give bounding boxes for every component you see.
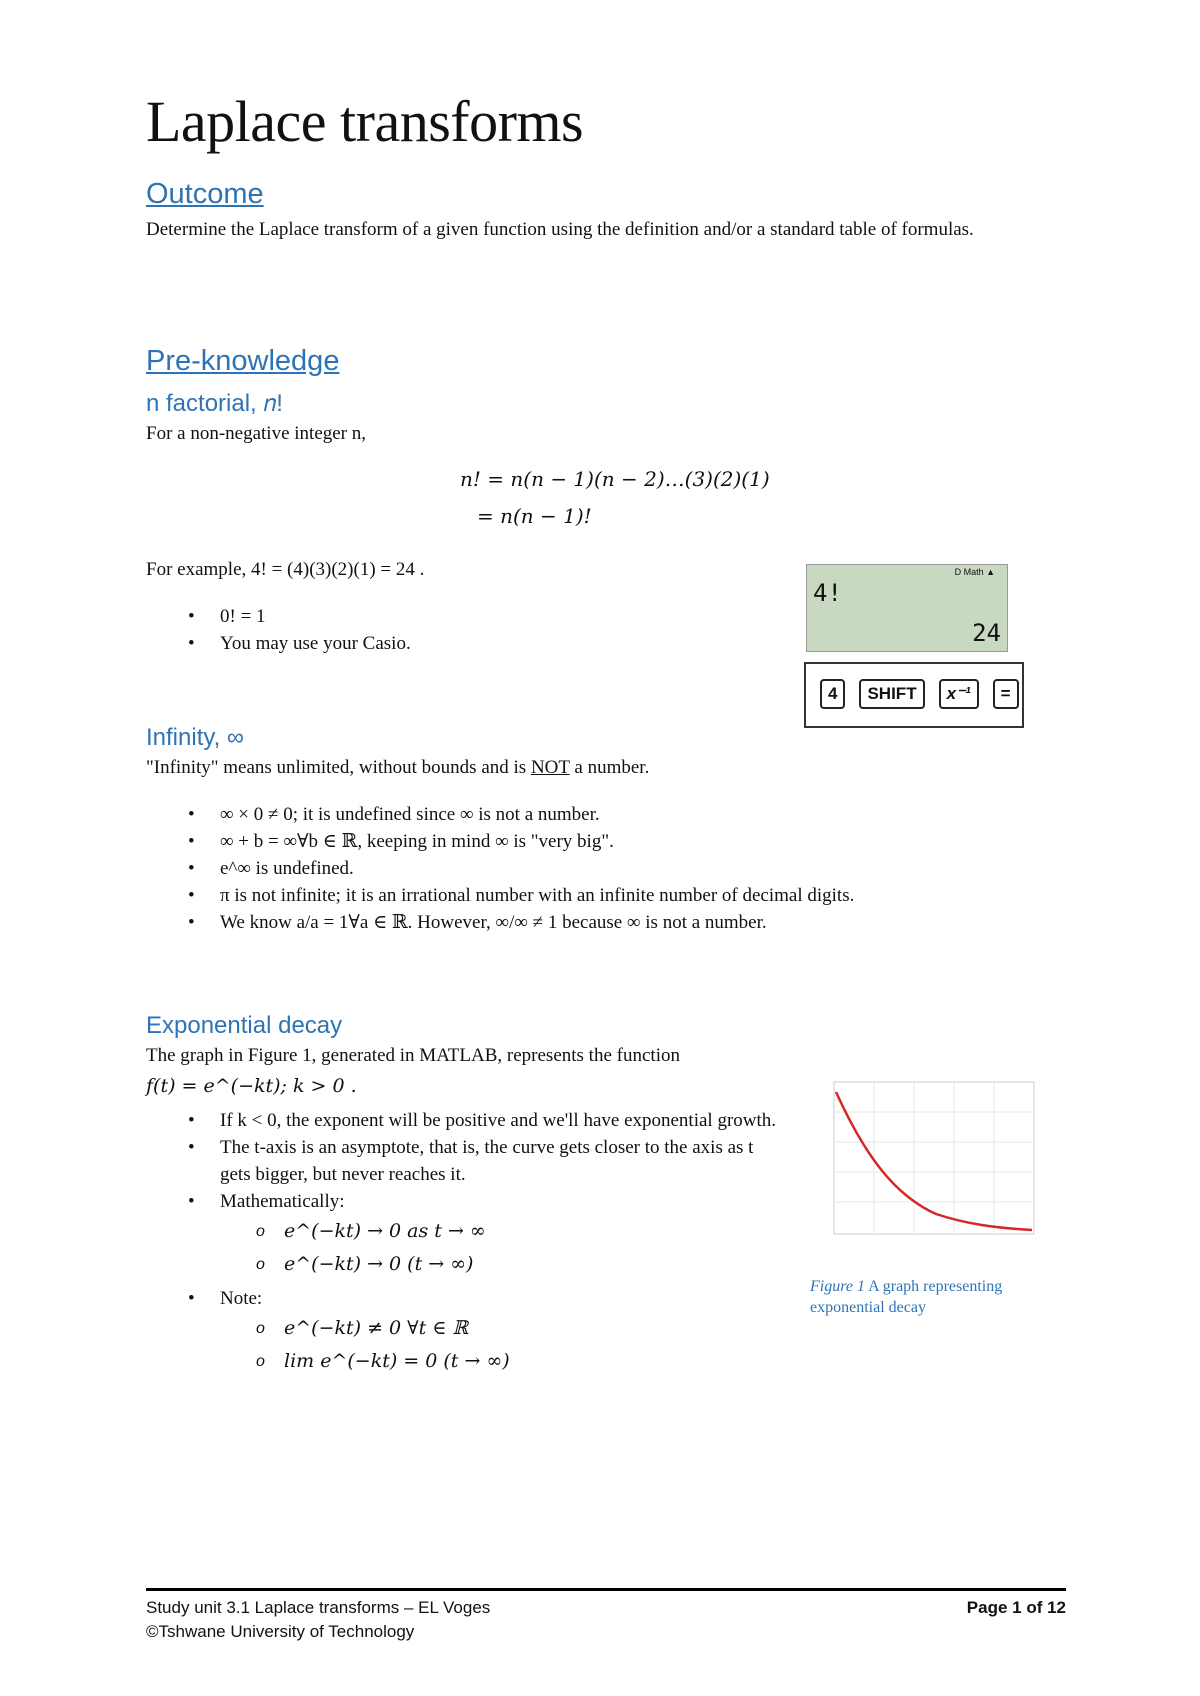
list-item: o e^(−kt) → 0 (t → ∞): [146, 1248, 786, 1281]
list-item: • 0! = 1: [146, 603, 746, 630]
list-item: • Mathematically:: [146, 1188, 786, 1215]
decay-intro-2: f(t) = e^(−kt); k > 0 .: [146, 1075, 357, 1097]
factorial-intro: For a non-negative integer n,: [146, 423, 367, 444]
outcome-heading: Outcome: [146, 178, 264, 210]
factorial-bullets: [146, 603, 746, 657]
factorial-example: For example, 4! = (4)(3)(2)(1) = 24 .: [146, 559, 425, 580]
key-4: 4: [820, 679, 845, 709]
footer-page-number: Page 1 of 12: [966, 1598, 1066, 1617]
infinity-intro-not: NOT: [530, 757, 570, 778]
list-item: • π is not infinite; it is an irrational number with an infinite number of decimal digits.: [146, 882, 1046, 909]
calculator-status: D Math ▲: [954, 567, 995, 577]
calculator-screen: [806, 564, 1008, 652]
list-item: • ∞ × 0 ≠ 0; it is undefined since ∞ is not a number.: [146, 801, 1046, 828]
decay-intro-1: The graph in Figure 1, generated in MATLAB, represents the function: [146, 1045, 680, 1066]
decay-heading: Exponential decay: [146, 1012, 343, 1039]
preknowledge-heading: Pre-knowledge: [146, 345, 340, 377]
list-item: • e^∞ is undefined.: [146, 855, 1046, 882]
list-item: • If k < 0, the exponent will be positive and we'll have exponential growth.: [146, 1107, 786, 1134]
infinity-intro-post: a number.: [569, 757, 650, 778]
outcome-text: Determine the Laplace transform of a given function using the definition and/or a standard table of formulas.: [146, 219, 974, 240]
infinity-bullets: [146, 801, 1046, 936]
factorial-heading: n factorial, 𝑛!: [146, 390, 283, 417]
figure-caption-label: Figure 1: [810, 1278, 865, 1295]
infinity-heading: Infinity, ∞: [146, 724, 245, 751]
infinity-intro: [146, 754, 649, 782]
footer-divider: [146, 1588, 1066, 1591]
list-item: o e^(−kt) → 0 as t → ∞: [146, 1215, 786, 1248]
list-item: • We know a/a = 1∀a ∈ ℝ. However, ∞/∞ ≠ 1 because ∞ is not a number.: [146, 909, 1046, 936]
figure-caption: [810, 1276, 1050, 1318]
footer-left-1: Study unit 3.1 Laplace transforms – EL Voges: [146, 1598, 491, 1617]
key-reciprocal: x⁻¹: [939, 679, 979, 709]
calculator-keys: [804, 662, 1024, 728]
list-item: o lim e^(−kt) = 0 (t → ∞): [146, 1345, 786, 1378]
decay-graph: [826, 1078, 1042, 1246]
factorial-equation-1: n! = n(n − 1)(n − 2)…(3)(2)(1): [460, 467, 770, 491]
list-item: • The t-axis is an asymptote, that is, the curve gets closer to the axis as t gets bigger, but never reaches it.: [146, 1134, 786, 1188]
footer-left-2: ©Tshwane University of Technology: [146, 1622, 415, 1641]
key-equals: =: [993, 679, 1019, 709]
calculator-input: 4!: [813, 579, 842, 607]
graph-frame: [834, 1082, 1034, 1234]
list-item: • ∞ + b = ∞∀b ∈ ℝ, keeping in mind ∞ is "very big".: [146, 828, 1046, 855]
factorial-equation-2: = n(n − 1)!: [477, 504, 592, 528]
calculator-output: 24: [972, 619, 1001, 647]
list-item: o e^(−kt) ≠ 0 ∀t ∈ ℝ: [146, 1312, 786, 1345]
decay-bullets: [146, 1107, 786, 1378]
key-shift: SHIFT: [859, 679, 924, 709]
page-title: Laplace transforms: [146, 89, 584, 154]
infinity-intro-pre: "Infinity" means unlimited, without bounds and is: [146, 757, 531, 778]
list-item: • Note:: [146, 1285, 786, 1312]
figure-caption-text: A graph representing exponential decay: [810, 1278, 1003, 1316]
list-item: • You may use your Casio.: [146, 630, 746, 657]
